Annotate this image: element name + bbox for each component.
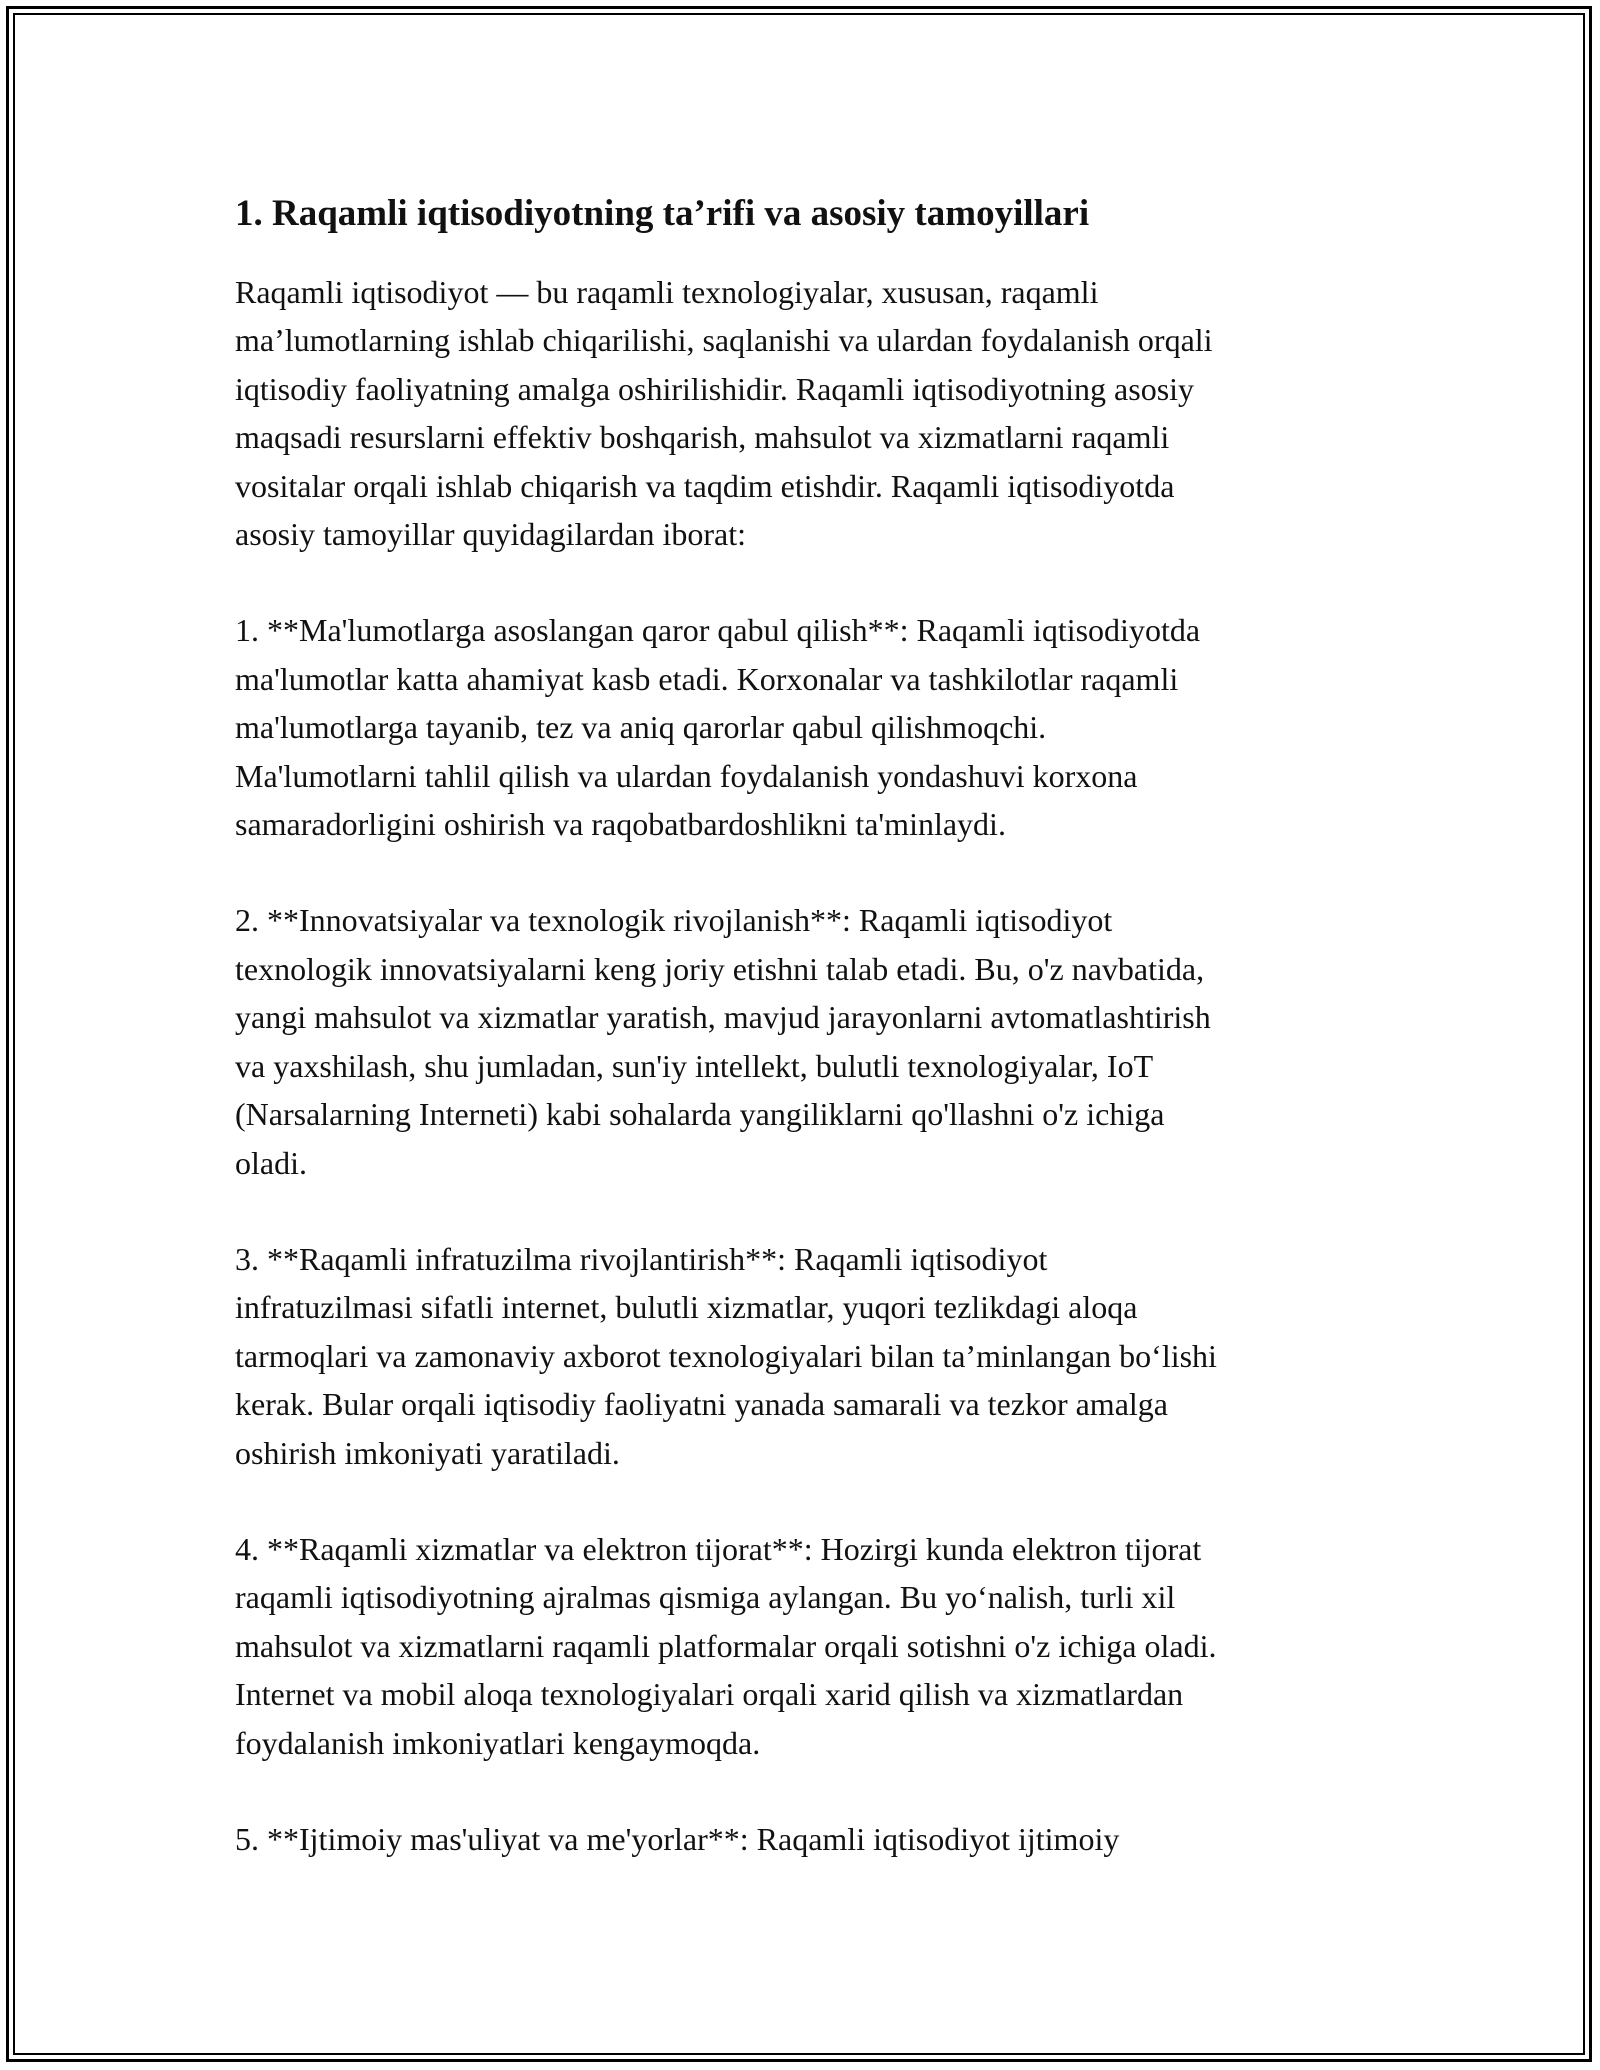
document-page [235,186,1365,1911]
principle-3-paragraph: 3. **Raqamli infratuzilma rivojlantirish**: Raqamli iqtisodiyot infratuzilmasi sifatli internet, bulutli xizmatlar, yuqori tezlikdagi aloqa tarmoqlari va zamonaviy axborot texnologiyalari bilan ta’minlangan bo‘lishi kerak. Bular orqali iqtisodiy faoliyatni yanada samarali va tezkor amalga oshirish imkoniyati yaratiladi. [235,1240,1217,1471]
intro-paragraph: Raqamli iqtisodiyot — bu raqamli texnologiyalar, xususan, raqamli ma’lumotlarning ishlab chiqarilishi, saqlanishi va ulardan foydalanish orqali iqtisodiy faoliyatning amalga oshirilishidir. Raqamli iqtisodiyotning asosiy maqsadi resurslarni effektiv boshqarish, mahsulot va xizmatlarni raqamli vositalar orqali ishlab chiqarish va taqdim etishdir. Raqamli iqtisodiyotda asosiy tamoyillar quyidagilardan iborat: [235,274,1213,553]
principle-2-paragraph: 2. **Innovatsiyalar va texnologik rivojlanish**: Raqamli iqtisodiyot texnologik innovatsiyalarni keng joriy etishni talab etadi. Bu, o'z navbatida, yangi mahsulot va xizmatlar yaratish, mavjud jarayonlarni avtomatlashtirish va yaxshilash, shu jumladan, sun'iy intellekt, bulutli texnologiyalar, IoT (Narsalarning Interneti) kabi sohalarda yangiliklarni qo'llashni o'z ichiga oladi. [235,902,1211,1181]
principle-5-paragraph: 5. **Ijtimoiy mas'uliyat va me'yorlar**: Raqamli iqtisodiyot ijtimoiy [235,1820,1120,1857]
principle-4-paragraph: 4. **Raqamli xizmatlar va elektron tijorat**: Hozirgi kunda elektron tijorat raqamli iqtisodiyotning ajralmas qismiga aylangan. Bu yo‘nalish, turli xil mahsulot va xizmatlarni raqamli platformalar orqali sotishni o'z ichiga oladi. Internet va mobil aloqa texnologiyalari orqali xarid qilish va xizmatlardan foydalanish imkoniyatlari kengaymoqda. [235,1530,1217,1761]
principle-1-paragraph: 1. **Ma'lumotlarga asoslangan qaror qabul qilish**: Raqamli iqtisodiyotda ma'lumotlar katta ahamiyat kasb etadi. Korxonalar va tashkilotlar raqamli ma'lumotlarga tayanib, tez va aniq qarorlar qabul qilishmoqchi. Ma'lumotlarni tahlil qilish va ulardan foydalanish yondashuvi korxona samaradorligini oshirish va raqobatbardoshlikni ta'minlaydi. [235,612,1201,843]
section-heading: 1. Raqamli iqtisodiyotning ta’rifi va asosiy tamoyillari [235,193,1090,234]
